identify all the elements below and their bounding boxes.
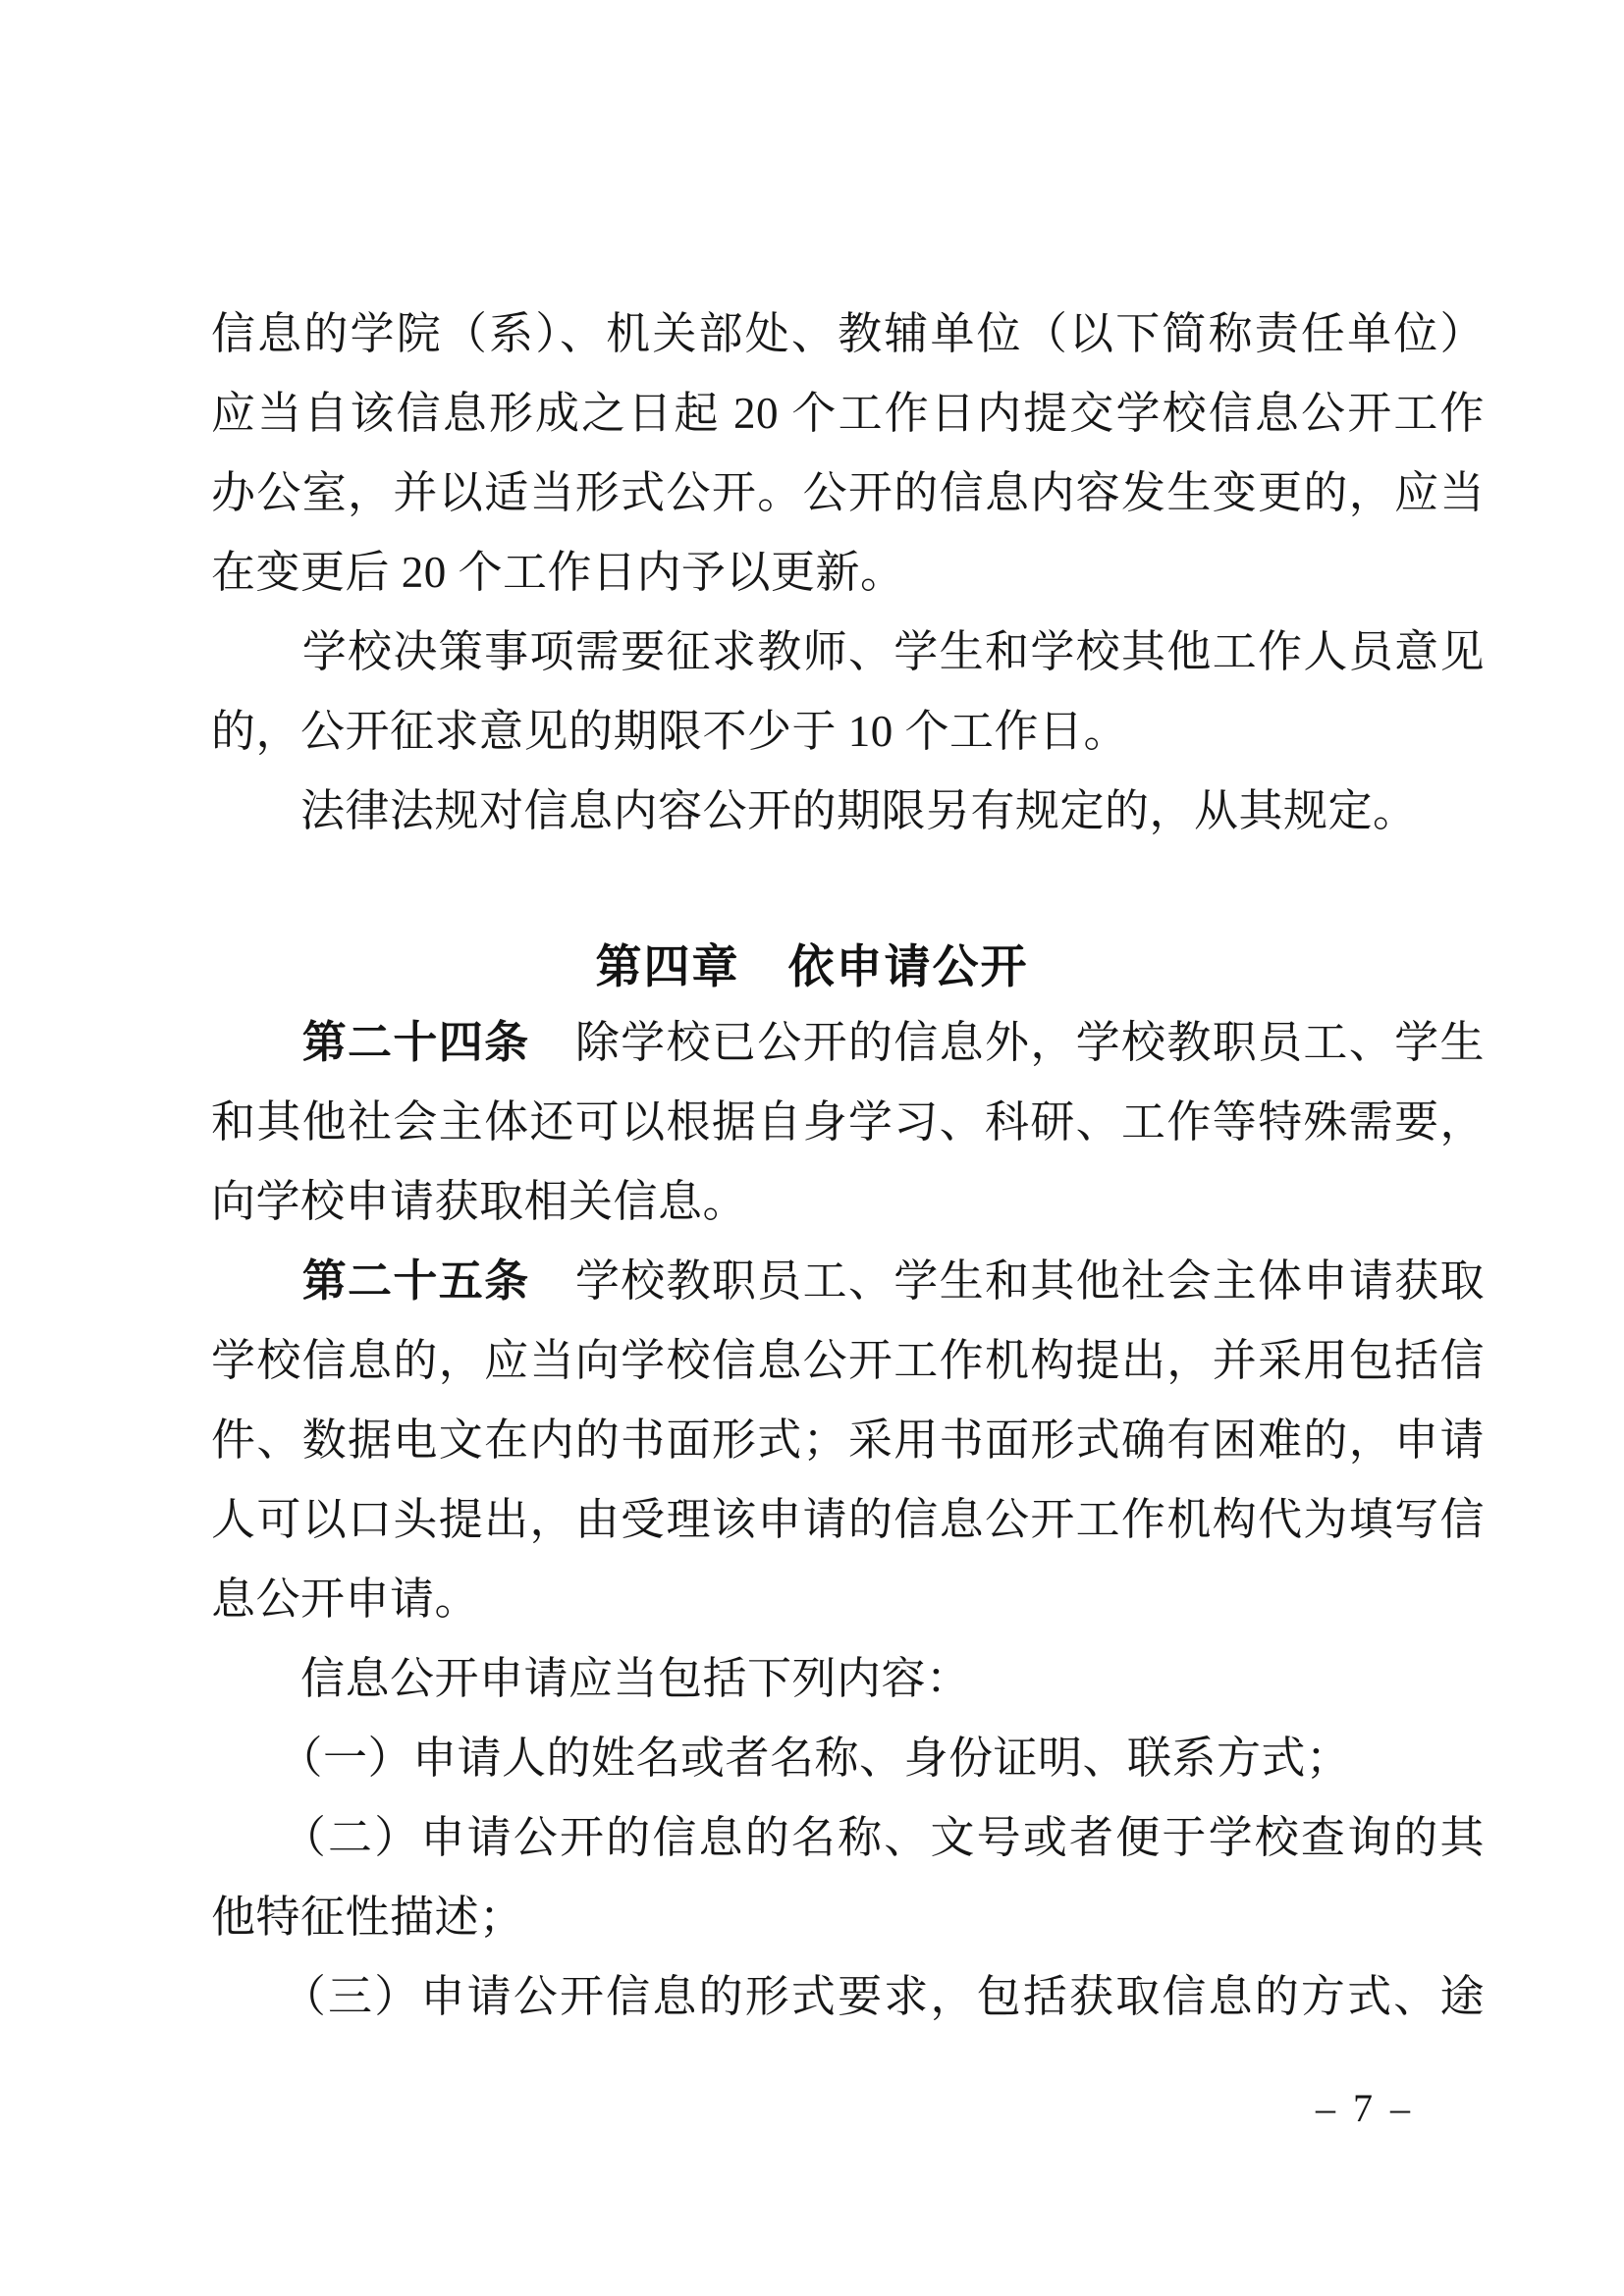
body-line: 法律法规对信息内容公开的期限另有规定的，从其规定。 (211, 786, 1418, 835)
body-line: （一）申请人的姓名或者名称、身份证明、联系方式； (211, 1734, 1351, 1783)
body-line: 的，公开征求意见的期限不少于 10 个工作日。 (211, 707, 1129, 756)
body-line: （三）申请公开信息的形式要求，包括获取信息的方式、途 (211, 1972, 1485, 2021)
body-line: 件、数据电文在内的书面形式；采用书面形式确有困难的，申请 (211, 1415, 1485, 1465)
body-line-text: 除学校已公开的信息外，学校教职员工、学生 (529, 1018, 1485, 1067)
body-line (211, 1003, 1485, 1083)
body-line: 他特征性描述； (211, 1893, 524, 1942)
article-number: 第二十五条 (211, 1256, 530, 1306)
body-line: 人可以口头提出，由受理该申请的信息公开工作机构代为填写信 (211, 1495, 1485, 1544)
body-text-upper (211, 294, 1485, 851)
body-text-lower (211, 1003, 1485, 2037)
body-line: 息公开申请。 (211, 1575, 480, 1624)
chapter-heading: 第四章 依申请公开 (595, 940, 1029, 992)
body-line: 学校信息的，应当向学校信息公开工作机构提出，并采用包括信 (211, 1336, 1485, 1385)
body-line: 学校决策事项需要征求教师、学生和学校其他工作人员意见 (211, 627, 1485, 676)
body-line: 办公室，并以适当形式公开。公开的信息内容发生变更的，应当 (211, 468, 1485, 517)
body-line-text: 学校教职员工、学生和其他社会主体申请获取 (529, 1256, 1485, 1306)
body-line: 信息的学院（系）、机关部处、教辅单位（以下简称责任单位） (211, 309, 1485, 358)
page-number: – 7 – (1316, 2086, 1414, 2130)
body-line: 向学校申请获取相关信息。 (211, 1177, 748, 1226)
body-line: 在变更后 20 个工作日内予以更新。 (211, 548, 905, 597)
body-line (211, 1242, 1485, 1321)
body-line: 应当自该信息形成之日起 20 个工作日内提交学校信息公开工作 (211, 389, 1485, 438)
body-line: 信息公开申请应当包括下列内容： (211, 1654, 971, 1703)
body-line: 和其他社会主体还可以根据自身学习、科研、工作等特殊需要， (211, 1097, 1485, 1147)
body-line: （二）申请公开的信息的名称、文号或者便于学校查询的其 (211, 1813, 1485, 1862)
article-number: 第二十四条 (211, 1018, 530, 1067)
